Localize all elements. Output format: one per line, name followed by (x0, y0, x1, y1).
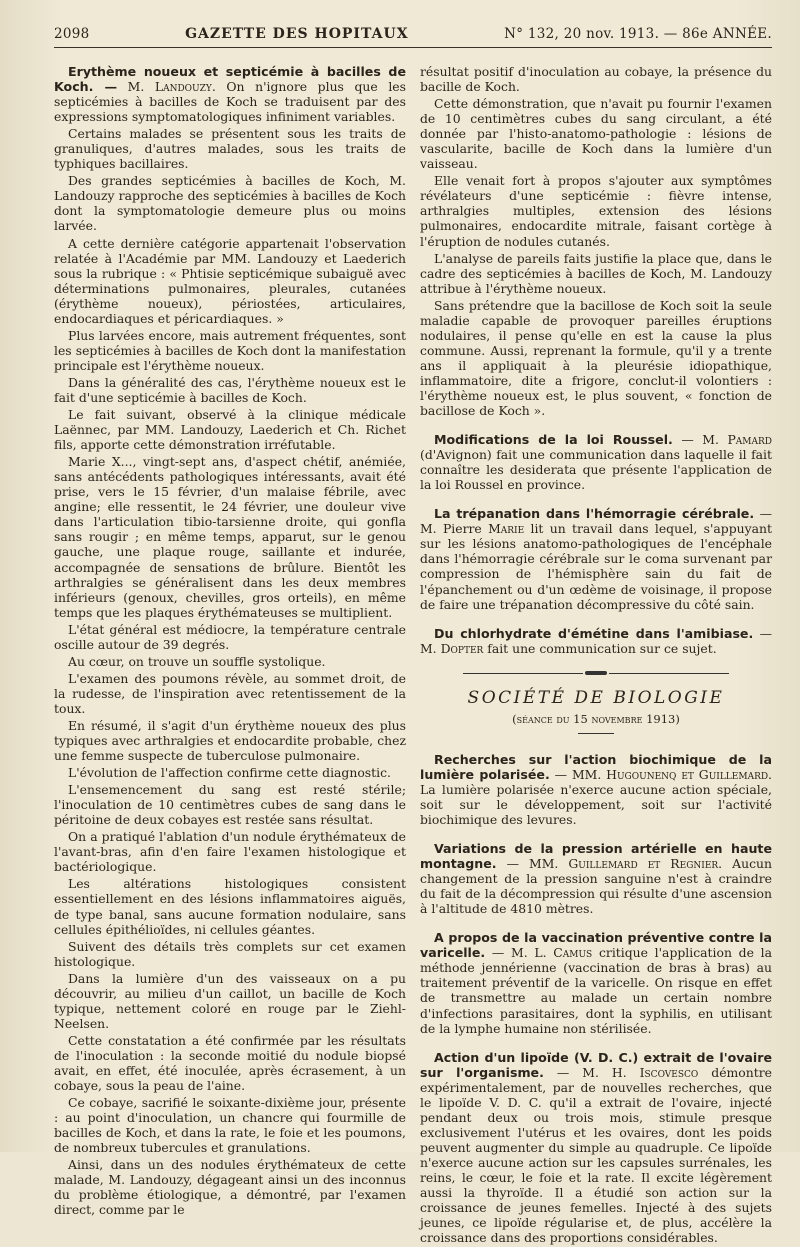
left-column (54, 64, 406, 1247)
author-name: Guillemard et Regnier. (568, 856, 723, 872)
article-heading: Erythème noueux et septicémie à bacilles de Koch. — (54, 64, 406, 95)
paragraph: Plus larvées encore, mais autrement fréquentes, sont les septicémies à bacilles de Koch dont la manifestation principale est l'érythème noueux. (54, 327, 406, 373)
journal-title: GAZETTE DES HOPITAUX (185, 26, 409, 42)
page-number: 2098 (54, 26, 90, 42)
article-paragraph (420, 432, 772, 492)
paragraph: L'analyse de pareils faits justifie la place que, dans le cadre des septicémies à bacilles de Koch, M. Landouzy attribue à l'érythème noueux. (420, 250, 772, 296)
paragraph: Elle venait fort à propos s'ajouter aux symptômes révélateurs d'une septicémie : fièvre intense, arthralgies multiples, extension des lésions pulmonaires, endocardite mitrale, faisant cortège à l'éruption de nodules cutanés. (420, 173, 772, 249)
paragraph: L'examen des poumons révèle, au sommet droit, de la rudesse, de l'inspiration avec retentissement de la toux. (54, 670, 406, 716)
article-paragraph (420, 626, 772, 656)
paragraph: Des grandes septicémies à bacilles de Koch, M. Landouzy rapproche des septicémies à bacilles de Koch dont la symptomatologie demeure plus ou moins larvée. (54, 173, 406, 234)
paragraph: Les altérations histologiques consistent essentiellement en des lésions inflammatoires aiguës, de type banal, sans aucune formation nodulaire, sans cellules épithélioïdes, ni cellules géantes. (54, 876, 406, 937)
paragraph-text: Aucun changement de la pression sanguine n'est à craindre du fait de la décompression qui résulte d'une ascension à l'altitude de 4810 mètres. (420, 856, 772, 917)
article-paragraph (420, 1050, 772, 1246)
article-heading: Variations de la pression artérielle en haute montagne. (420, 841, 772, 872)
paragraph: L'évolution de l'affection confirme cette diagnostic. (68, 765, 391, 781)
paragraph: Ainsi, dans un des nodules érythémateux de cette malade, M. Landouzy, dégageant ainsi un des inconnus du problème étiologique, a démontré, par l'examen direct, comme par le (54, 1157, 406, 1218)
article-heading: La trépanation dans l'hémorragie cérébrale. (434, 506, 755, 522)
paragraph: Dans la généralité des cas, l'érythème noueux est le fait d'une septicémie à bacilles de Koch. (54, 374, 406, 405)
paragraph: Au cœur, on trouve un souffle systolique. (68, 653, 326, 669)
page-header (54, 26, 772, 48)
article-heading: Recherches sur l'action biochimique de la lumière polarisée. (420, 751, 772, 782)
paragraph: Le fait suivant, observé à la clinique médicale Laënnec, par MM. Landouzy, Laederich et Ch. Richet fils, apporte cette démonstration irréfutable. (54, 407, 406, 453)
author-name: Pamard (727, 432, 772, 448)
paragraph: En résumé, il s'agit d'un érythème noueux des plus typiques avec arthralgies et endocardite probable, chez une femme suspecte de tuberculose pulmonaire. (54, 717, 406, 764)
spacer (420, 420, 772, 432)
paragraph: Dans la lumière d'un des vaisseaux on a pu découvrir, au milieu d'un caillot, un bacille de Koch typique, nettement coloré en rouge par le Ziehl-Neelsen. (54, 970, 406, 1031)
paragraph: Certains malades se présentent sous les traits de granuliques, d'autres malades, sous les traits de typhiques bacillaires. (54, 126, 406, 172)
article-paragraph (420, 841, 772, 916)
dash: — M. (672, 432, 728, 448)
spacer (420, 614, 772, 626)
author-name: Dopter (440, 640, 484, 656)
paragraph-text: La lumière polarisée n'exerce aucune action spéciale, soit sur le développement, soit sur l'activité biochimique des levures. (420, 781, 772, 828)
spacer (420, 494, 772, 506)
article-heading: Modifications de la loi Roussel. (434, 432, 673, 448)
dash: — M. L. (485, 945, 554, 961)
author-name: Marie (488, 521, 525, 537)
paragraph: L'ensemencement du sang est resté stérile; l'inoculation de 10 centimètres cubes de sang dans le péritoine de deux cobayes est restée sans résultat. (54, 782, 406, 828)
article-paragraph (420, 752, 772, 827)
paragraph-text: démontre expérimentalement, par de nouvelles recherches, que le lipoïde V. D. C. qu'il a extrait de l'ovaire, injecté pendant deux ou trois mois, stimule presque exclusivement l'utérus et les ovaires, dont les poids peuvent augmenter du simple au quadruple. Ce lipoïde n'exerce aucune action sur les capsules surrénales, les reins, le cœur, le foie et la rate. Il excite légèrement aussi la thyroïde. Il a étudié son action sur la croissance de jeunes femelles. Injecté à des sujets jeunes, ce lipoïde régularise et, de plus, accélère la croissance dans des proportions considérables. (420, 1064, 772, 1246)
article-heading: A propos de la vaccination préventive contre la varicelle. (420, 930, 772, 961)
paragraph-text: (d'Avignon) fait une communication dans laquelle il fait connaître les desiderata que présente l'application de la loi Roussel en province. (420, 447, 772, 493)
spacer (420, 918, 772, 930)
spacer (420, 1038, 772, 1050)
dash: — M. Pierre (420, 506, 772, 537)
session-date: (séance du 15 novembre 1913) (512, 711, 680, 726)
divider (578, 733, 614, 734)
article-paragraph (420, 930, 772, 1035)
ornamental-rule (420, 666, 772, 681)
paragraph: Marie X..., vingt-sept ans, d'aspect chétif, anémiée, sans antécédents pathologiques intéressants, avait été prise, vers le 15 février, d'un malaise fébrile, avec angine; elle ressentit, le 24 février, une douleur vive dans l'articulation tibio-tarsienne droite, qui gonfla sans rougir ; en même temps, apparut, sur le genou gauche, une plaque rouge, saillante et indurée, accompagnée de sensations de brûlure. Bientôt les arthralgies se généralisent dans les deux membres inférieurs (genoux, chevilles, gros orteils), en même temps que les plaques érythémateuses se multiplient. (54, 454, 406, 620)
spacer (420, 829, 772, 841)
dash: — MM. (549, 766, 607, 782)
article-paragraph (420, 506, 772, 611)
section-title: SOCIÉTÉ DE BIOLOGIE (467, 687, 725, 708)
paragraph: résultat positif d'inoculation au cobaye, la présence du bacille de Koch. (420, 64, 772, 95)
dash: — M. (420, 625, 772, 656)
paragraph-text: fait une communication sur ce sujet. (483, 640, 717, 656)
dash: — M. H. (543, 1064, 640, 1080)
author-name: Iscovesco (639, 1064, 699, 1080)
right-column (420, 64, 772, 1247)
paragraph: Sans prétendre que la bacillose de Koch soit la seule maladie capable de provoquer pareilles éruptions nodulaires, il pense qu'elle en est la cause la plus commune. Aussi, reprenant la formule, qu'il y a trente ans il appliquait à la pleurésie idiopathique, inflammatoire, dite a frigore, conclut-il volontiers : l'érythème noueux est, le plus souvent, « fonction de bacillose de Koch ». (420, 297, 772, 419)
paragraph: A cette dernière catégorie appartenait l'observation relatée à l'Académie par MM. Landouzy et Laederich sous la rubrique : « Phtisie septicémique subaiguë avec déterminations pulmonaires, pleurales, cutanées (érythème noueux), périostées, articulaires, endocardiaques et péricardiaques. » (54, 235, 406, 326)
issue-info: N° 132, 20 nov. 1913. — 86e ANNÉE. (504, 26, 772, 42)
paragraph: Cette démonstration, que n'avait pu fournir l'examen de 10 centimètres cubes du sang circulant, a été donnée par l'histo-anatomo-pathologie : lésions de vascularite, bacille de Koch dans la lumière d'un vaisseau. (420, 96, 772, 172)
article-paragraph (54, 64, 406, 124)
paragraph: L'état général est médiocre, la température centrale oscille autour de 39 degrés. (54, 621, 406, 652)
author-name: M. Landouzy. (127, 79, 216, 95)
article-heading: Du chlorhydrate d'émétine dans l'amibiase. (434, 625, 754, 641)
paragraph: Suivent des détails très complets sur cet examen histologique. (54, 938, 406, 969)
paragraph: Ce cobaye, sacrifié le soixante-dixième jour, présente : au point d'inoculation, un chancre qui fourmille de bacilles de Koch, et dans la rate, le foie et les poumons, de nombreux tubercules et granulations. (54, 1095, 406, 1156)
paragraph-text: lit un travail dans lequel, s'appuyant sur les lésions anatomo-pathologiques de l'encéphale dans l'hémorragie cérébrale sur le coma survenant par compression de l'hémisphère sain du fait de l'épanchement ou d'un œdème de voisinage, il propose de faire une trépanation décompressive du côté sain. (420, 521, 772, 612)
dash: — MM. (496, 856, 569, 872)
paragraph-text: critique l'application de la méthode jennérienne (vaccination de bras à bras) au traitement préventif de la varicelle. On risque en effet de transmettre au malade un certain nombre d'infections parasitaires, dont la syphilis, en utilisant de la lymphe humaine non stérilisée. (420, 945, 772, 1036)
author-name: Camus (553, 945, 593, 961)
paragraph: Cette constatation a été confirmée par les résultats de l'inoculation : la seconde moitié du nodule biopsé avait, en effet, été inoculée, après écrasement, à un cobaye, sous la peau de l'aine. (54, 1032, 406, 1094)
article-heading: Action d'un lipoïde (V. D. C.) extrait de l'ovaire sur l'organisme. (420, 1049, 772, 1080)
paragraph: On a pratiqué l'ablation d'un nodule érythémateux de l'avant-bras, afin d'en faire l'examen histologique et bactériologique. (54, 829, 406, 875)
text-columns (54, 64, 772, 1247)
author-name: Hugounenq et Guillemard. (606, 766, 772, 782)
paragraph-text: On n'ignore plus que les septicémies à bacilles de Koch se traduisent par des expressions symptomatologiques infiniment variables. (54, 79, 406, 125)
